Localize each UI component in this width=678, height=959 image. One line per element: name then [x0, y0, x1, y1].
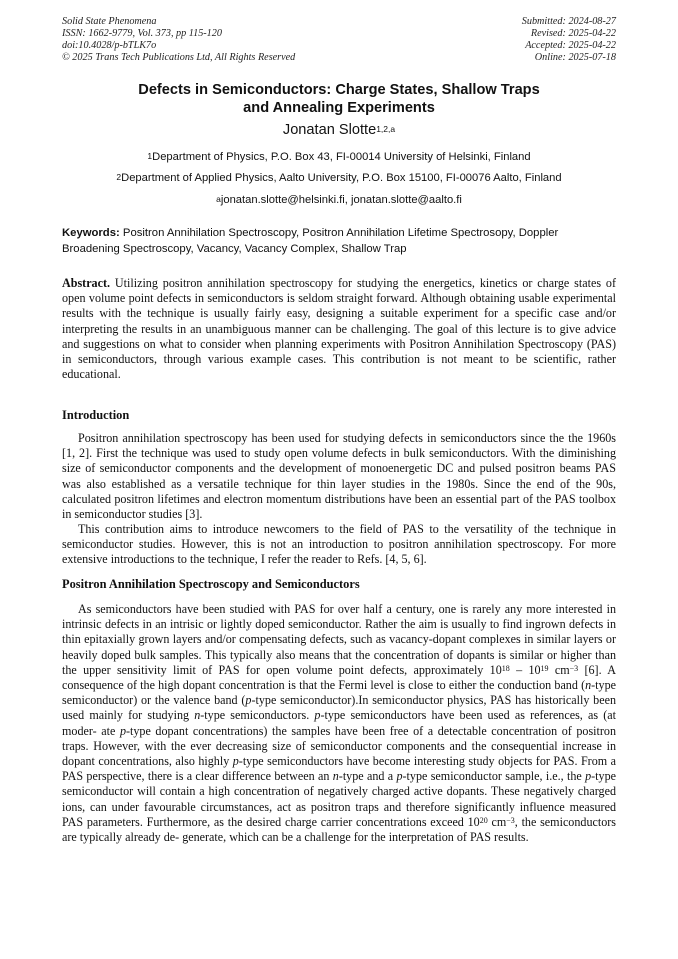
date-online: Online: 2025-07-18 [534, 52, 616, 63]
keywords [62, 226, 616, 257]
author-name: Jonatan Slotte [282, 122, 377, 138]
abstract-label: Abstract. [62, 276, 111, 290]
intro-paragraph-2: This contribution aims to introduce newcomers to the field of PAS to the versatility of the technique in semiconductor studies. However, this is not an introduction to positron annihilation spectroscopy. For more extensive introductions to the technique, I refer the reader to Refs. [4, 5, 6]. [62, 522, 616, 567]
date-submitted: Submitted: 2024-08-27 [521, 16, 616, 27]
author-line [62, 121, 616, 139]
paper-title-line-1: Defects in Semiconductors: Charge States, Shallow Traps [138, 82, 540, 98]
section-heading-introduction: Introduction [62, 408, 130, 422]
date-accepted: Accepted: 2025-04-22 [525, 40, 616, 51]
affiliation-1-text: Department of Physics, P.O. Box 43, FI-00014 University of Helsinki, Finland [152, 151, 531, 163]
journal-issn: ISSN: 1662-9779, Vol. 373, pp 115-120 [62, 28, 222, 39]
journal-name: Solid State Phenomena [62, 16, 157, 27]
journal-meta-left [62, 16, 295, 64]
affiliation-2-mark: 2 [116, 172, 122, 182]
abstract [62, 276, 616, 382]
paper-title-line-2: and Annealing Experiments [243, 100, 435, 116]
affiliation-2 [62, 171, 616, 185]
date-revised: Revised: 2025-04-22 [530, 28, 616, 39]
affiliation-2-text: Department of Applied Physics, Aalto University, P.O. Box 15100, FI-00076 Aalto, Finland [121, 172, 562, 184]
keywords-label: Keywords: [62, 227, 120, 239]
paper-title [62, 81, 616, 117]
affiliation-1-mark: 1 [147, 151, 153, 161]
journal-copyright: © 2025 Trans Tech Publications Ltd, All Rights Reserved [62, 52, 296, 63]
author-affiliation-marks: 1,2,a [376, 124, 396, 134]
email-mark: a [216, 194, 221, 204]
journal-doi: doi:10.4028/p-bTLK7o [62, 40, 157, 51]
section-heading-pas-semiconductors: Positron Annihilation Spectroscopy and Semiconductors [62, 577, 360, 591]
abstract-text: Utilizing positron annihilation spectroscopy for studying the energetics, kinetics or charge states of open volume point defects in semiconductors is seldom straight forward. Although obtaining usable experimental results with the technique is usually fairly easy, designing a suitable experiment for a specific case and/or interpreting the results in an unambiguous manner can be challenging. The goal of this lecture is to give advice and suggestions on what to consider when planning experiments with Positron Annihilation Spectroscopy (PAS) in semiconductors, through various example cases. This contribution is not meant to be scientific, rather educational. [62, 276, 616, 382]
journal-meta-right [522, 16, 616, 64]
pas-paragraph-1: As semiconductors have been studied with PAS for over half a century, one is rarely any more interested in intrinsic defects in an intrisic or lightly doped semiconductor. Rather the aim is usually to find ingrown defects in thin epitaxially grown layers and/or compensating defects, such as vacancy-dopant complexes in similar layers or heavily doped bulk samples. This typically also means that the concentration of dopants is similar or higher than the upper sensitivity limit of PAS for open volume point defects, approximately $10^{18} - 10^{19}$ $cm^{-3}$ [6]. A consequence of the high dopant concentration is that the Fermi level is close to either the conduction band (n-type semiconductor) or the valence band (p-type semiconductor).In semiconductor physics, PAS has historically been used mainly for studying n-type semiconductors. p-type semiconductors have been used as references, as (at moder- ate p-type dopant concentrations) the samples have been free of a detectable concentration of positron traps. However, with the ever decreasing size of semiconductor components and the consequential increase in dopant concentrations, also highly p-type semiconductors have become interesting study objects for PAS. From a PAS perspective, there is a clear difference between an n-type and a p-type semiconductor sample, i.e., the p-type semiconductor will contain a high concentration of negatively charged active dopants. These negatively charged ions, can under favourable circumstances, act as positron traps and therefore significantly influence measured PAS parameters. Furthermore, as the desired charge carrier concentrations exceed $10^{20}$ $cm^{-3}$, the semiconductors are typically already de- generate, which can be a challenge for the interpretation of PAS results. [62, 602, 617, 845]
affiliation-1 [62, 150, 616, 164]
author-email [62, 193, 616, 207]
intro-paragraph-1: Positron annihilation spectroscopy has been used for studying defects in semiconductors since the the 1960s [1, 2]. First the technique was used to study open volume defects in bulk semiconductors. With the diminishing size of semiconductor components and the development of monoenergetic DC and pulsed positron beams PAS was also established as a versatile technique for thin layer studies in the 1980s. Since the end of the 90s, calculated positron lifetimes and electron momentum distributions have been an essential part of the PAS toolbox in semiconductor studies [3]. [62, 431, 616, 522]
email-text: jonatan.slotte@helsinki.fi, jonatan.slotte@aalto.fi [220, 194, 462, 206]
keywords-text: Positron Annihilation Spectroscopy, Positron Annihilation Lifetime Spectrosopy, Doppler Broadening Spectroscopy, Vacancy, Vacancy Complex, Shallow Trap [62, 227, 559, 255]
